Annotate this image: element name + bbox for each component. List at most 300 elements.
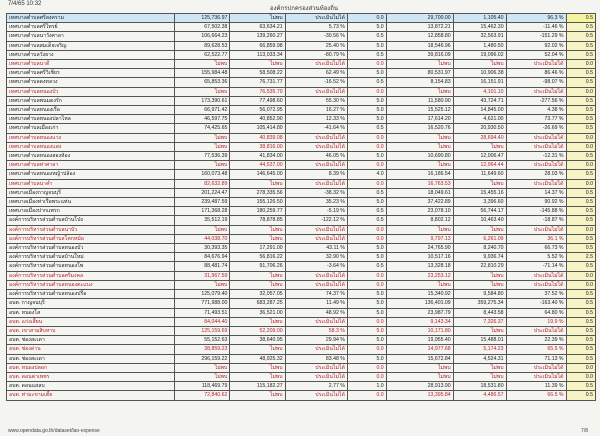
row-value-cell: 0.5: [566, 336, 595, 345]
table-row: [7, 391, 596, 400]
row-value-cell: 14,977.68: [386, 345, 453, 354]
row-value-cell: 8,443.58: [453, 308, 506, 317]
row-value-cell: ประเมินไม่ได้: [506, 161, 566, 170]
row-value-cell: 2.5: [566, 253, 595, 262]
row-value-cell: 11,649.60: [453, 170, 506, 179]
row-value-cell: ไม่พบ: [175, 363, 230, 372]
row-value-cell: 105,414.80: [230, 124, 285, 133]
row-value-cell: 19,096.02: [453, 50, 506, 59]
row-value-cell: -80.79 %: [285, 50, 347, 59]
row-value-cell: 46.05 %: [285, 152, 347, 161]
row-value-cell: 28,913.90: [386, 382, 453, 391]
row-value-cell: 36.1 %: [506, 234, 566, 243]
row-value-cell: ประเมินไม่ได้: [506, 372, 566, 381]
row-value-cell: 20,930.50: [453, 124, 506, 133]
row-value-cell: 65,853.36: [175, 78, 230, 87]
row-value-cell: 58.3 %: [285, 326, 347, 335]
row-value-cell: ประเมินไม่ได้: [285, 345, 347, 354]
row-value-cell: 0.5: [566, 216, 595, 225]
row-value-cell: ประเมินไม่ได้: [285, 363, 347, 372]
row-value-cell: 5.0: [347, 96, 386, 105]
table-row: [7, 133, 596, 142]
row-name-cell: เทศบาลตำบลหนองปลาไหล: [7, 115, 175, 124]
row-value-cell: ประเมินไม่ได้: [285, 225, 347, 234]
row-name-cell: องค์การบริหารส่วนตำบลหนองบัว: [7, 244, 175, 253]
row-value-cell: 15,672.84: [386, 354, 453, 363]
table-row: [7, 345, 596, 354]
row-value-cell: 8,154.83: [386, 78, 453, 87]
row-value-cell: -163.40 %: [506, 299, 566, 308]
row-value-cell: 0.0: [566, 60, 595, 69]
row-value-cell: 0.5: [347, 124, 386, 133]
row-value-cell: 4,101.10: [453, 87, 506, 96]
row-value-cell: 0.0: [566, 225, 595, 234]
table-row: [7, 271, 596, 280]
row-value-cell: 72,840.62: [175, 391, 230, 400]
row-value-cell: 31,967.59: [175, 271, 230, 280]
row-value-cell: 11,580.90: [386, 96, 453, 105]
row-value-cell: 0.5: [566, 170, 595, 179]
row-value-cell: 44,038.70: [175, 234, 230, 243]
table-row: [7, 32, 596, 41]
table-row: [7, 280, 596, 289]
row-value-cell: 35,512.19: [175, 216, 230, 225]
row-value-cell: ประเมินไม่ได้: [285, 391, 347, 400]
row-value-cell: ไม่พบ: [453, 280, 506, 289]
row-value-cell: 0.0: [347, 60, 386, 69]
row-value-cell: 0.5: [566, 188, 595, 197]
row-value-cell: -145.88 %: [506, 207, 566, 216]
row-value-cell: 44,537.00: [230, 161, 285, 170]
table-row: [7, 382, 596, 391]
row-value-cell: 359,275.34: [453, 299, 506, 308]
row-value-cell: ไม่พบ: [230, 391, 285, 400]
row-value-cell: 8,240.70: [453, 244, 506, 253]
table-row: [7, 78, 596, 87]
row-value-cell: 115,182.27: [230, 382, 285, 391]
row-value-cell: -16.52 %: [285, 78, 347, 87]
row-value-cell: 0.5: [566, 345, 595, 354]
row-name-cell: เทศบาลตำบลหนองหญ้าปล้อง: [7, 170, 175, 179]
row-name-cell: องค์การบริหารส่วนตำบลบ้านใหม่: [7, 253, 175, 262]
table-row: [7, 152, 596, 161]
row-value-cell: 0.5: [566, 299, 595, 308]
row-value-cell: -38.32 %: [285, 188, 347, 197]
row-value-cell: ไม่พบ: [230, 60, 285, 69]
row-value-cell: -3.64 %: [285, 262, 347, 271]
row-value-cell: 18,049.61: [386, 188, 453, 197]
row-name-cell: เทศบาลตำบลศรีสงคราม: [7, 14, 175, 23]
row-value-cell: ไม่พบ: [453, 60, 506, 69]
table-row: [7, 124, 596, 133]
row-value-cell: ประเมินไม่ได้: [285, 280, 347, 289]
page-number: 7/8: [581, 428, 588, 434]
row-value-cell: ไม่พบ: [230, 363, 285, 372]
row-name-cell: อบต. หนองปลอก: [7, 363, 175, 372]
row-value-cell: 18,546.96: [386, 41, 453, 50]
row-value-cell: 48,925.32: [230, 354, 285, 363]
row-value-cell: ประเมินไม่ได้: [506, 363, 566, 372]
table-row: [7, 216, 596, 225]
row-value-cell: 92.02 %: [506, 41, 566, 50]
row-value-cell: 5.0: [347, 69, 386, 78]
row-value-cell: -30.56 %: [285, 32, 347, 41]
row-value-cell: 155,984.48: [175, 69, 230, 78]
row-name-cell: เทศบาลเมืองกาญจนบุรี: [7, 188, 175, 197]
row-value-cell: 2.77 %: [285, 382, 347, 391]
row-value-cell: ไม่พบ: [175, 225, 230, 234]
table-row: [7, 225, 596, 234]
row-name-cell: เทศบาลตำบลนาดี: [7, 60, 175, 69]
row-value-cell: ไม่พบ: [453, 372, 506, 381]
row-value-cell: 0.5: [566, 207, 595, 216]
row-value-cell: 0.5: [566, 96, 595, 105]
row-value-cell: 0.5: [566, 382, 595, 391]
row-value-cell: 15,340.92: [386, 290, 453, 299]
row-value-cell: 0.0: [347, 345, 386, 354]
table-row: [7, 60, 596, 69]
row-value-cell: 19.9 %: [506, 317, 566, 326]
row-value-cell: 5.0: [347, 290, 386, 299]
row-value-cell: 89,628.53: [175, 41, 230, 50]
row-value-cell: 36,521.00: [230, 308, 285, 317]
row-name-cell: เทศบาลเมืองท่าเรือพระแท่น: [7, 198, 175, 207]
row-name-cell: องค์การบริหารส่วนตำบลบ้านโป่ง: [7, 216, 175, 225]
row-value-cell: 15,462.30: [453, 23, 506, 32]
row-value-cell: 10,171.80: [386, 326, 453, 335]
table-row: [7, 326, 596, 335]
row-value-cell: 14,845.00: [453, 106, 506, 115]
row-value-cell: 43.11 %: [285, 244, 347, 253]
row-value-cell: 160,073.48: [175, 170, 230, 179]
row-value-cell: ไม่พบ: [453, 179, 506, 188]
table-row: [7, 69, 596, 78]
row-value-cell: 5.52 %: [506, 253, 566, 262]
row-value-cell: 10,517.16: [386, 253, 453, 262]
row-value-cell: ไม่พบ: [453, 363, 506, 372]
row-value-cell: 62.49 %: [285, 69, 347, 78]
row-value-cell: 5.0: [347, 23, 386, 32]
row-value-cell: 5.0: [347, 299, 386, 308]
row-value-cell: -26.69 %: [506, 124, 566, 133]
row-value-cell: 15,455.16: [453, 188, 506, 197]
row-name-cell: เทศบาลตำบลนาคำ: [7, 179, 175, 188]
row-value-cell: ประเมินไม่ได้: [285, 234, 347, 243]
row-value-cell: 29.94 %: [285, 336, 347, 345]
row-value-cell: 0.5: [347, 262, 386, 271]
row-name-cell: เทศบาลตำบลท่าศาลา: [7, 161, 175, 170]
table-row: [7, 96, 596, 105]
row-value-cell: 0.0: [347, 87, 386, 96]
table-row: [7, 234, 596, 243]
row-value-cell: ประเมินไม่ได้: [506, 225, 566, 234]
print-timestamp: 7/4/65 10:32: [8, 1, 42, 7]
row-value-cell: 66.73 %: [506, 244, 566, 253]
row-name-cell: เทศบาลตำบลเมืองเก่า: [7, 124, 175, 133]
row-value-cell: 0.5: [566, 262, 595, 271]
row-value-cell: 23,987.79: [386, 308, 453, 317]
row-value-cell: 30,393.35: [175, 244, 230, 253]
table-row: [7, 244, 596, 253]
row-value-cell: 171,368.28: [175, 207, 230, 216]
row-value-cell: 0.0: [347, 234, 386, 243]
row-value-cell: 12.33 %: [285, 115, 347, 124]
row-value-cell: 683,287.25: [230, 299, 285, 308]
row-value-cell: 9,584.80: [453, 290, 506, 299]
row-value-cell: ประเมินไม่ได้: [506, 87, 566, 96]
row-name-cell: อบต. กาญจนบุรี: [7, 299, 175, 308]
row-value-cell: 0.0: [566, 271, 595, 280]
row-value-cell: 9,143.34: [386, 317, 453, 326]
row-name-cell: เทศบาลเมืองปากแพรก: [7, 207, 175, 216]
row-value-cell: 0.5: [566, 41, 595, 50]
table-row: [7, 290, 596, 299]
row-value-cell: ไม่พบ: [175, 161, 230, 170]
row-name-cell: องค์การบริหารส่วนตำบลนาบัว: [7, 225, 175, 234]
table-row: [7, 87, 596, 96]
row-value-cell: 15,525.12: [386, 106, 453, 115]
row-value-cell: 56,744.17: [453, 207, 506, 216]
row-value-cell: ประเมินไม่ได้: [506, 280, 566, 289]
row-value-cell: ไม่พบ: [230, 372, 285, 381]
row-value-cell: 28,694.40: [453, 133, 506, 142]
row-value-cell: 12,006.47: [453, 152, 506, 161]
row-value-cell: ประเมินไม่ได้: [506, 179, 566, 188]
row-value-cell: 4,621.00: [453, 115, 506, 124]
row-value-cell: 0.5: [566, 115, 595, 124]
row-value-cell: 17,291.00: [230, 244, 285, 253]
table-row: [7, 354, 596, 363]
row-name-cell: อบต. ช่องด่าน: [7, 345, 175, 354]
row-value-cell: 16,151.91: [453, 78, 506, 87]
row-name-cell: องค์การบริหารส่วนตำบลหนองปรือ: [7, 290, 175, 299]
row-value-cell: 16.27 %: [285, 106, 347, 115]
row-value-cell: 0.0: [347, 179, 386, 188]
row-value-cell: 201,224.47: [175, 188, 230, 197]
row-value-cell: 5.0: [347, 244, 386, 253]
row-value-cell: 5.0: [347, 152, 386, 161]
row-value-cell: 14.37 %: [506, 188, 566, 197]
row-value-cell: 5,174.23: [453, 345, 506, 354]
row-value-cell: ไม่พบ: [386, 363, 453, 372]
row-value-cell: ไม่พบ: [230, 271, 285, 280]
row-value-cell: 88,481.74: [175, 262, 230, 271]
row-value-cell: ไม่พบ: [386, 60, 453, 69]
row-value-cell: 8.39 %: [285, 170, 347, 179]
row-value-cell: 0.5: [347, 50, 386, 59]
row-value-cell: 91,706.26: [230, 262, 285, 271]
row-value-cell: 180,259.77: [230, 207, 285, 216]
row-value-cell: 0.0: [347, 14, 386, 23]
row-value-cell: 66,971.42: [175, 106, 230, 115]
row-value-cell: 58,508.22: [230, 69, 285, 78]
row-value-cell: 16,520.76: [386, 124, 453, 133]
table-row: [7, 336, 596, 345]
row-value-cell: 771,988.00: [175, 299, 230, 308]
row-value-cell: 83.48 %: [285, 354, 347, 363]
table-row: [7, 142, 596, 151]
row-value-cell: 0.0: [566, 87, 595, 96]
row-value-cell: 73.77 %: [506, 115, 566, 124]
row-value-cell: ประเมินไม่ได้: [285, 87, 347, 96]
table-row: [7, 115, 596, 124]
row-value-cell: 78,878.85: [230, 216, 285, 225]
row-value-cell: ประเมินไม่ได้: [506, 271, 566, 280]
row-value-cell: 0.5: [566, 234, 595, 243]
row-value-cell: ไม่พบ: [453, 326, 506, 335]
row-value-cell: 41,834.00: [230, 152, 285, 161]
row-value-cell: 25.40 %: [285, 41, 347, 50]
row-value-cell: 106,664.23: [175, 32, 230, 41]
row-value-cell: ประเมินไม่ได้: [506, 60, 566, 69]
row-value-cell: 10,690.80: [386, 152, 453, 161]
row-value-cell: 12,964.44: [453, 161, 506, 170]
row-value-cell: 0.0: [347, 161, 386, 170]
row-value-cell: -71.14 %: [506, 262, 566, 271]
row-name-cell: อบต. แก่งเสี้ยน: [7, 317, 175, 326]
row-value-cell: 0.5: [566, 354, 595, 363]
row-name-cell: เทศบาลตำบลหนองแสง: [7, 142, 175, 151]
row-value-cell: 0.0: [566, 179, 595, 188]
row-value-cell: 38,816.00: [230, 142, 285, 151]
row-name-cell: เทศบาลตำบลศรีไทรย์: [7, 23, 175, 32]
row-value-cell: 84,044.40: [175, 317, 230, 326]
row-value-cell: 173,390.61: [175, 96, 230, 105]
row-value-cell: 0.5: [566, 391, 595, 400]
row-value-cell: 0.5: [347, 207, 386, 216]
row-value-cell: 5.0: [347, 308, 386, 317]
row-value-cell: 55.30 %: [285, 96, 347, 105]
row-name-cell: เทศบาลตำบลหนองเรือ: [7, 106, 175, 115]
row-value-cell: ไม่พบ: [175, 142, 230, 151]
row-value-cell: 0.5: [566, 106, 595, 115]
row-value-cell: 125,159.69: [175, 326, 230, 335]
row-value-cell: 32,057.05: [230, 290, 285, 299]
row-value-cell: -5.19 %: [285, 207, 347, 216]
row-value-cell: 74.37 %: [285, 290, 347, 299]
row-value-cell: ไม่พบ: [230, 14, 285, 23]
row-value-cell: ไม่พบ: [386, 133, 453, 142]
row-name-cell: อบต. ดอนตาเพชร: [7, 372, 175, 381]
row-value-cell: 0.0: [347, 363, 386, 372]
row-value-cell: 4,524.31: [453, 354, 506, 363]
table-row: [7, 14, 596, 23]
row-value-cell: 65.5 %: [506, 345, 566, 354]
row-value-cell: 0.0: [347, 317, 386, 326]
row-value-cell: ประเมินไม่ได้: [285, 14, 347, 23]
row-value-cell: 22.39 %: [506, 336, 566, 345]
row-value-cell: 0.5: [566, 326, 595, 335]
row-value-cell: 5.73 %: [285, 23, 347, 32]
row-name-cell: เทศบาลตำบลนาวังศาลา: [7, 32, 175, 41]
row-value-cell: 136,401.09: [386, 299, 453, 308]
row-value-cell: 29,700.00: [386, 14, 453, 23]
row-value-cell: ประเมินไม่ได้: [285, 372, 347, 381]
row-value-cell: 48.92 %: [285, 308, 347, 317]
table-row: [7, 372, 596, 381]
row-value-cell: 35.23 %: [285, 198, 347, 207]
row-value-cell: ไม่พบ: [230, 280, 285, 289]
row-name-cell: อบต. ช่องสะเดา: [7, 336, 175, 345]
row-value-cell: 0.0: [566, 280, 595, 289]
row-value-cell: 77,498.60: [230, 96, 285, 105]
row-name-cell: เทศบาลตำบลดงหลวง: [7, 78, 175, 87]
row-value-cell: 52,209.00: [230, 326, 285, 335]
table-row: [7, 299, 596, 308]
row-value-cell: 66.5 %: [506, 391, 566, 400]
row-value-cell: 139,260.27: [230, 32, 285, 41]
row-value-cell: 64.80 %: [506, 308, 566, 317]
row-value-cell: 11.49 %: [285, 299, 347, 308]
row-value-cell: 9,936.74: [453, 253, 506, 262]
row-value-cell: 0.5: [347, 78, 386, 87]
row-value-cell: 46,597.75: [175, 115, 230, 124]
row-value-cell: -12.31 %: [506, 152, 566, 161]
row-value-cell: 22,810.29: [453, 262, 506, 271]
row-value-cell: 77,536.39: [175, 152, 230, 161]
row-value-cell: 16,763.53: [386, 179, 453, 188]
row-value-cell: 55,152.63: [175, 336, 230, 345]
row-value-cell: 43,724.71: [453, 96, 506, 105]
row-value-cell: 5.0: [347, 115, 386, 124]
row-value-cell: 0.5: [566, 23, 595, 32]
row-value-cell: ประเมินไม่ได้: [285, 161, 347, 170]
row-value-cell: 12,858.80: [386, 32, 453, 41]
row-value-cell: ไม่พบ: [386, 372, 453, 381]
row-value-cell: 0.5: [566, 152, 595, 161]
row-value-cell: ไม่พบ: [386, 280, 453, 289]
row-value-cell: 125,079.40: [175, 290, 230, 299]
row-value-cell: 37.52 %: [506, 290, 566, 299]
row-value-cell: 4,486.57: [453, 391, 506, 400]
table-row: [7, 179, 596, 188]
row-value-cell: 5.0: [347, 336, 386, 345]
row-value-cell: 24,765.90: [386, 244, 453, 253]
row-value-cell: 296,159.22: [175, 354, 230, 363]
row-value-cell: -122.12 %: [285, 216, 347, 225]
row-value-cell: 19,955.40: [386, 336, 453, 345]
row-value-cell: 13,328.18: [386, 262, 453, 271]
row-value-cell: 32.90 %: [285, 253, 347, 262]
table-row: [7, 161, 596, 170]
row-value-cell: 71,493.51: [175, 308, 230, 317]
row-value-cell: 15,488.01: [453, 336, 506, 345]
row-value-cell: 239,487.59: [175, 198, 230, 207]
row-value-cell: 52.04 %: [506, 50, 566, 59]
row-value-cell: 0.0: [347, 391, 386, 400]
row-value-cell: 90.92 %: [506, 198, 566, 207]
row-value-cell: 82,632.89: [175, 179, 230, 188]
row-value-cell: 4.38 %: [506, 106, 566, 115]
row-value-cell: 0.5: [566, 69, 595, 78]
row-name-cell: อบต. ท่ามะขามเตี้ย: [7, 391, 175, 400]
row-value-cell: ไม่พบ: [175, 87, 230, 96]
row-value-cell: 0.0: [566, 372, 595, 381]
row-value-cell: 0.5: [347, 32, 386, 41]
row-value-cell: 5.0: [347, 326, 386, 335]
row-value-cell: 86.46 %: [506, 69, 566, 78]
row-value-cell: ไม่พบ: [230, 345, 285, 354]
row-value-cell: 38,640.95: [230, 336, 285, 345]
row-value-cell: 76,535.70: [230, 87, 285, 96]
row-value-cell: 0.5: [347, 188, 386, 197]
row-value-cell: 125,736.97: [175, 14, 230, 23]
row-value-cell: -18.87 %: [506, 216, 566, 225]
row-value-cell: 10,463.40: [453, 216, 506, 225]
table-row: [7, 317, 596, 326]
row-value-cell: 0.0: [566, 142, 595, 151]
budget-table: [6, 13, 596, 401]
